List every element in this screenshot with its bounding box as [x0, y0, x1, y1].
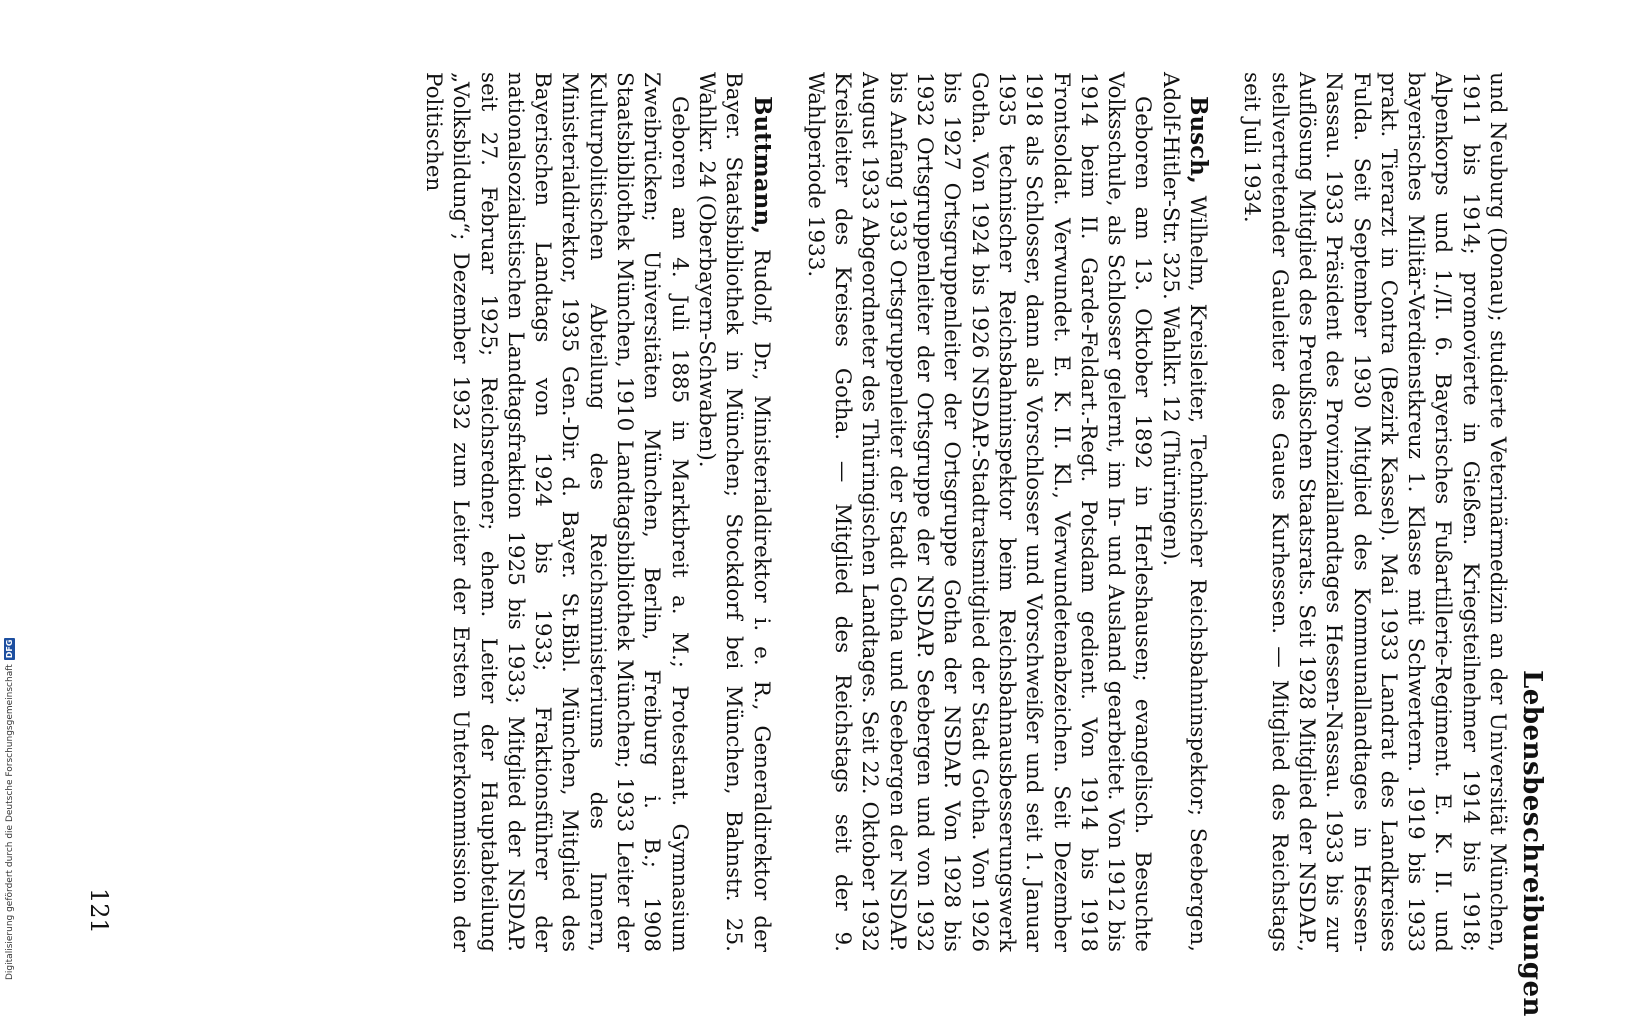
entry-continued: [1238, 72, 1511, 952]
entry-paragraph: Geboren am 13. Oktober 1892 in Herleshausen; evangelisch. Besuchte Volksschule, als Schlosser gelernt, im In- und Ausland gearbeitet. Von 1912 bis 1914 beim II. Garde-Feldart.-Regt. Potsdam gedient. Von 1914 bis 1918 Frontsoldat. Verwundet. E. K. II. Kl., Verwundetenabzeichen. Seit Dezember 1918 als Schlosser, dann als Vorschlosser und Vorschweißer und seit 1. Januar 1935 technischer Reichsbahninspektor beim Reichsbahnausbesserungswerk Gotha. Von 1924 bis 1926 NSDAP.-Stadtratsmitglied der Stadt Gotha. Von 1926 bis 1927 Ortsgruppenleiter der Ortsgruppe Gotha der NSDAP. Von 1928 bis 1932 Ortsgruppenleiter der Ortsgruppe der NSDAP. Seebergen und von 1932 bis Anfang 1933 Ortsgruppenleiter der Stadt Gotha und Seebergen der NSDAP. August 1933 Abgeordneter des Thüringischen Landtages. Seit 22. Oktober 1932 Kreisleiter des Kreises Gotha. — Mitglied des Reichstags seit der 9. Wahlperiode 1933.: [802, 72, 1156, 952]
running-head: Lebensbeschreibungen: [1517, 670, 1547, 1017]
dfg-logo-icon: DFG: [5, 639, 14, 659]
entry-header-text: Rudolf, Dr., Ministerialdirektor i. e. R., Generaldirektor der Bayer. Staatsbibliothek in München; Stockdorf bei München, Bahnstr. 25. Wahlkr. 24 (Oberbayern-Schwaben).: [693, 72, 774, 952]
entry-header: [693, 72, 776, 952]
entry-buttmann: [420, 72, 776, 952]
entry-paragraph: und Neuburg (Donau); studierte Veterinärmedizin an der Universität München, 1911 bis 1914; promovierte in Gießen. Kriegsteilnehmer 1914 bis 1918; Alpenkorps und 1./II. 6. Bayerisches Fußartillerie-Regiment. E. K. II. und bayerisches Militär-Verdienstkreuz 1. Klasse mit Schwertern. 1919 bis 1933 prakt. Tierarzt in Contra (Bezirk Kassel). Mai 1933 Landrat des Landkreises Fulda. Seit September 1930 Mitglied des Kommunallandtages in Hessen-Nassau. 1933 Präsident des Provinziallandtages Hessen-Nassau. 1933 bis zur Auflösung Mitglied des Preußischen Staatsrats. Seit 1928 Mitglied der NSDAP., stellvertretender Gauleiter des Gaues Kurhessen. — Mitglied des Reichstags seit Juli 1934.: [1239, 72, 1510, 952]
entry-busch: [802, 72, 1212, 952]
credit-text: Digitalisierung gefördert durch die Deutsche Forschungsgemeinschaft: [4, 664, 15, 980]
entry-name: Buttmann,: [748, 96, 776, 235]
entry-paragraph: Geboren am 4. Juli 1885 in Marktbreit a. M.; Protestant. Gymnasium Zweibrücken; Universitäten München, Berlin, Freiburg i. B.; 1908 Staatsbibliothek München, 1910 Landtagsbibliothek München; 1933 Leiter der Kulturpolitischen Abteilung des Reichsministeriums des Innern, Ministerialdirektor, 1935 Gen.-Dir. d. Bayer. St.Bibl. München, Mitglied des Bayerischen Landtags von 1924 bis 1933; Fraktionsführer der nationalsozialistischen Landtagsfraktion 1925 bis 1933; Mitglied der NSDAP. seit 27. Februar 1925; Reichsredner; ehem. Leiter der Hauptabteilung „Volksbildung“; Dezember 1932 zum Leiter der Ersten Unterkommission der Politischen: [421, 72, 692, 952]
entry-spacer: [776, 72, 802, 952]
entry-name: Busch,: [1185, 96, 1213, 184]
digitization-credit: [4, 638, 15, 980]
entry-header: [1156, 72, 1212, 952]
entry-spacer: [1212, 72, 1238, 952]
page-number: 121: [85, 888, 113, 934]
text-column: [420, 72, 1511, 952]
entry-header-text: Wilhelm, Kreisleiter, Technischer Reichsbahninspektor; Seebergen, Adolf-Hitler-Str. 325. Wahlkr. 12 (Thüringen).: [1157, 72, 1211, 952]
